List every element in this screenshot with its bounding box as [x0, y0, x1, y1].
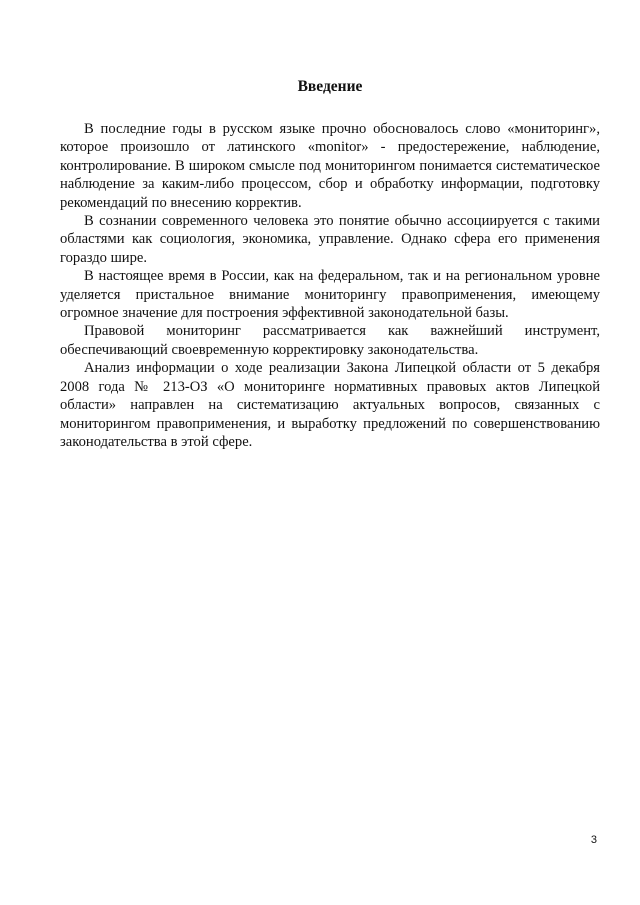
page-title: Введение [297, 78, 363, 95]
document-body [60, 120, 600, 451]
paragraph-russia-attention: В настоящее время в России, как на федеральном, так и на региональном уровне уделяется пристальное внимание мониторингу правоприменения, имеющему огромное значение для построения эффективной законодательной базы. [60, 268, 600, 322]
paragraph-areas-of-use: В сознании современного человека это понятие обычно ассоциируется с такими областями как социология, экономика, управление. Однако сфера его применения гораздо шире. [60, 213, 600, 266]
paragraph-legal-monitoring: Правовой мониторинг рассматривается как важнейший инструмент, обеспечивающий своевременную корректировку законодательства. [60, 323, 600, 358]
paragraph-lipetsk-law-analysis: Анализ информации о ходе реализации Закона Липецкой области от 5 декабря 2008 года № 213-ОЗ «О мониторинге нормативных правовых актов Липецкой области» направлен на систематизацию актуальных вопросов, связанных с мониторингом правоприменения, и выработку предложений по совершенствованию законодательства в этой сфере. [60, 360, 600, 450]
paragraph-monitoring-definition: В последние годы в русском языке прочно обосновалось слово «мониторинг», которое произошло от латинского «monitor» - предостережение, наблюдение, контролирование. В широком смысле под мониторингом понимается систематическое наблюдение за каким-либо процессом, сбор и обработку информации, подготовку рекомендаций по внесению корректив. [60, 121, 600, 211]
page-number: 3 [590, 834, 597, 846]
